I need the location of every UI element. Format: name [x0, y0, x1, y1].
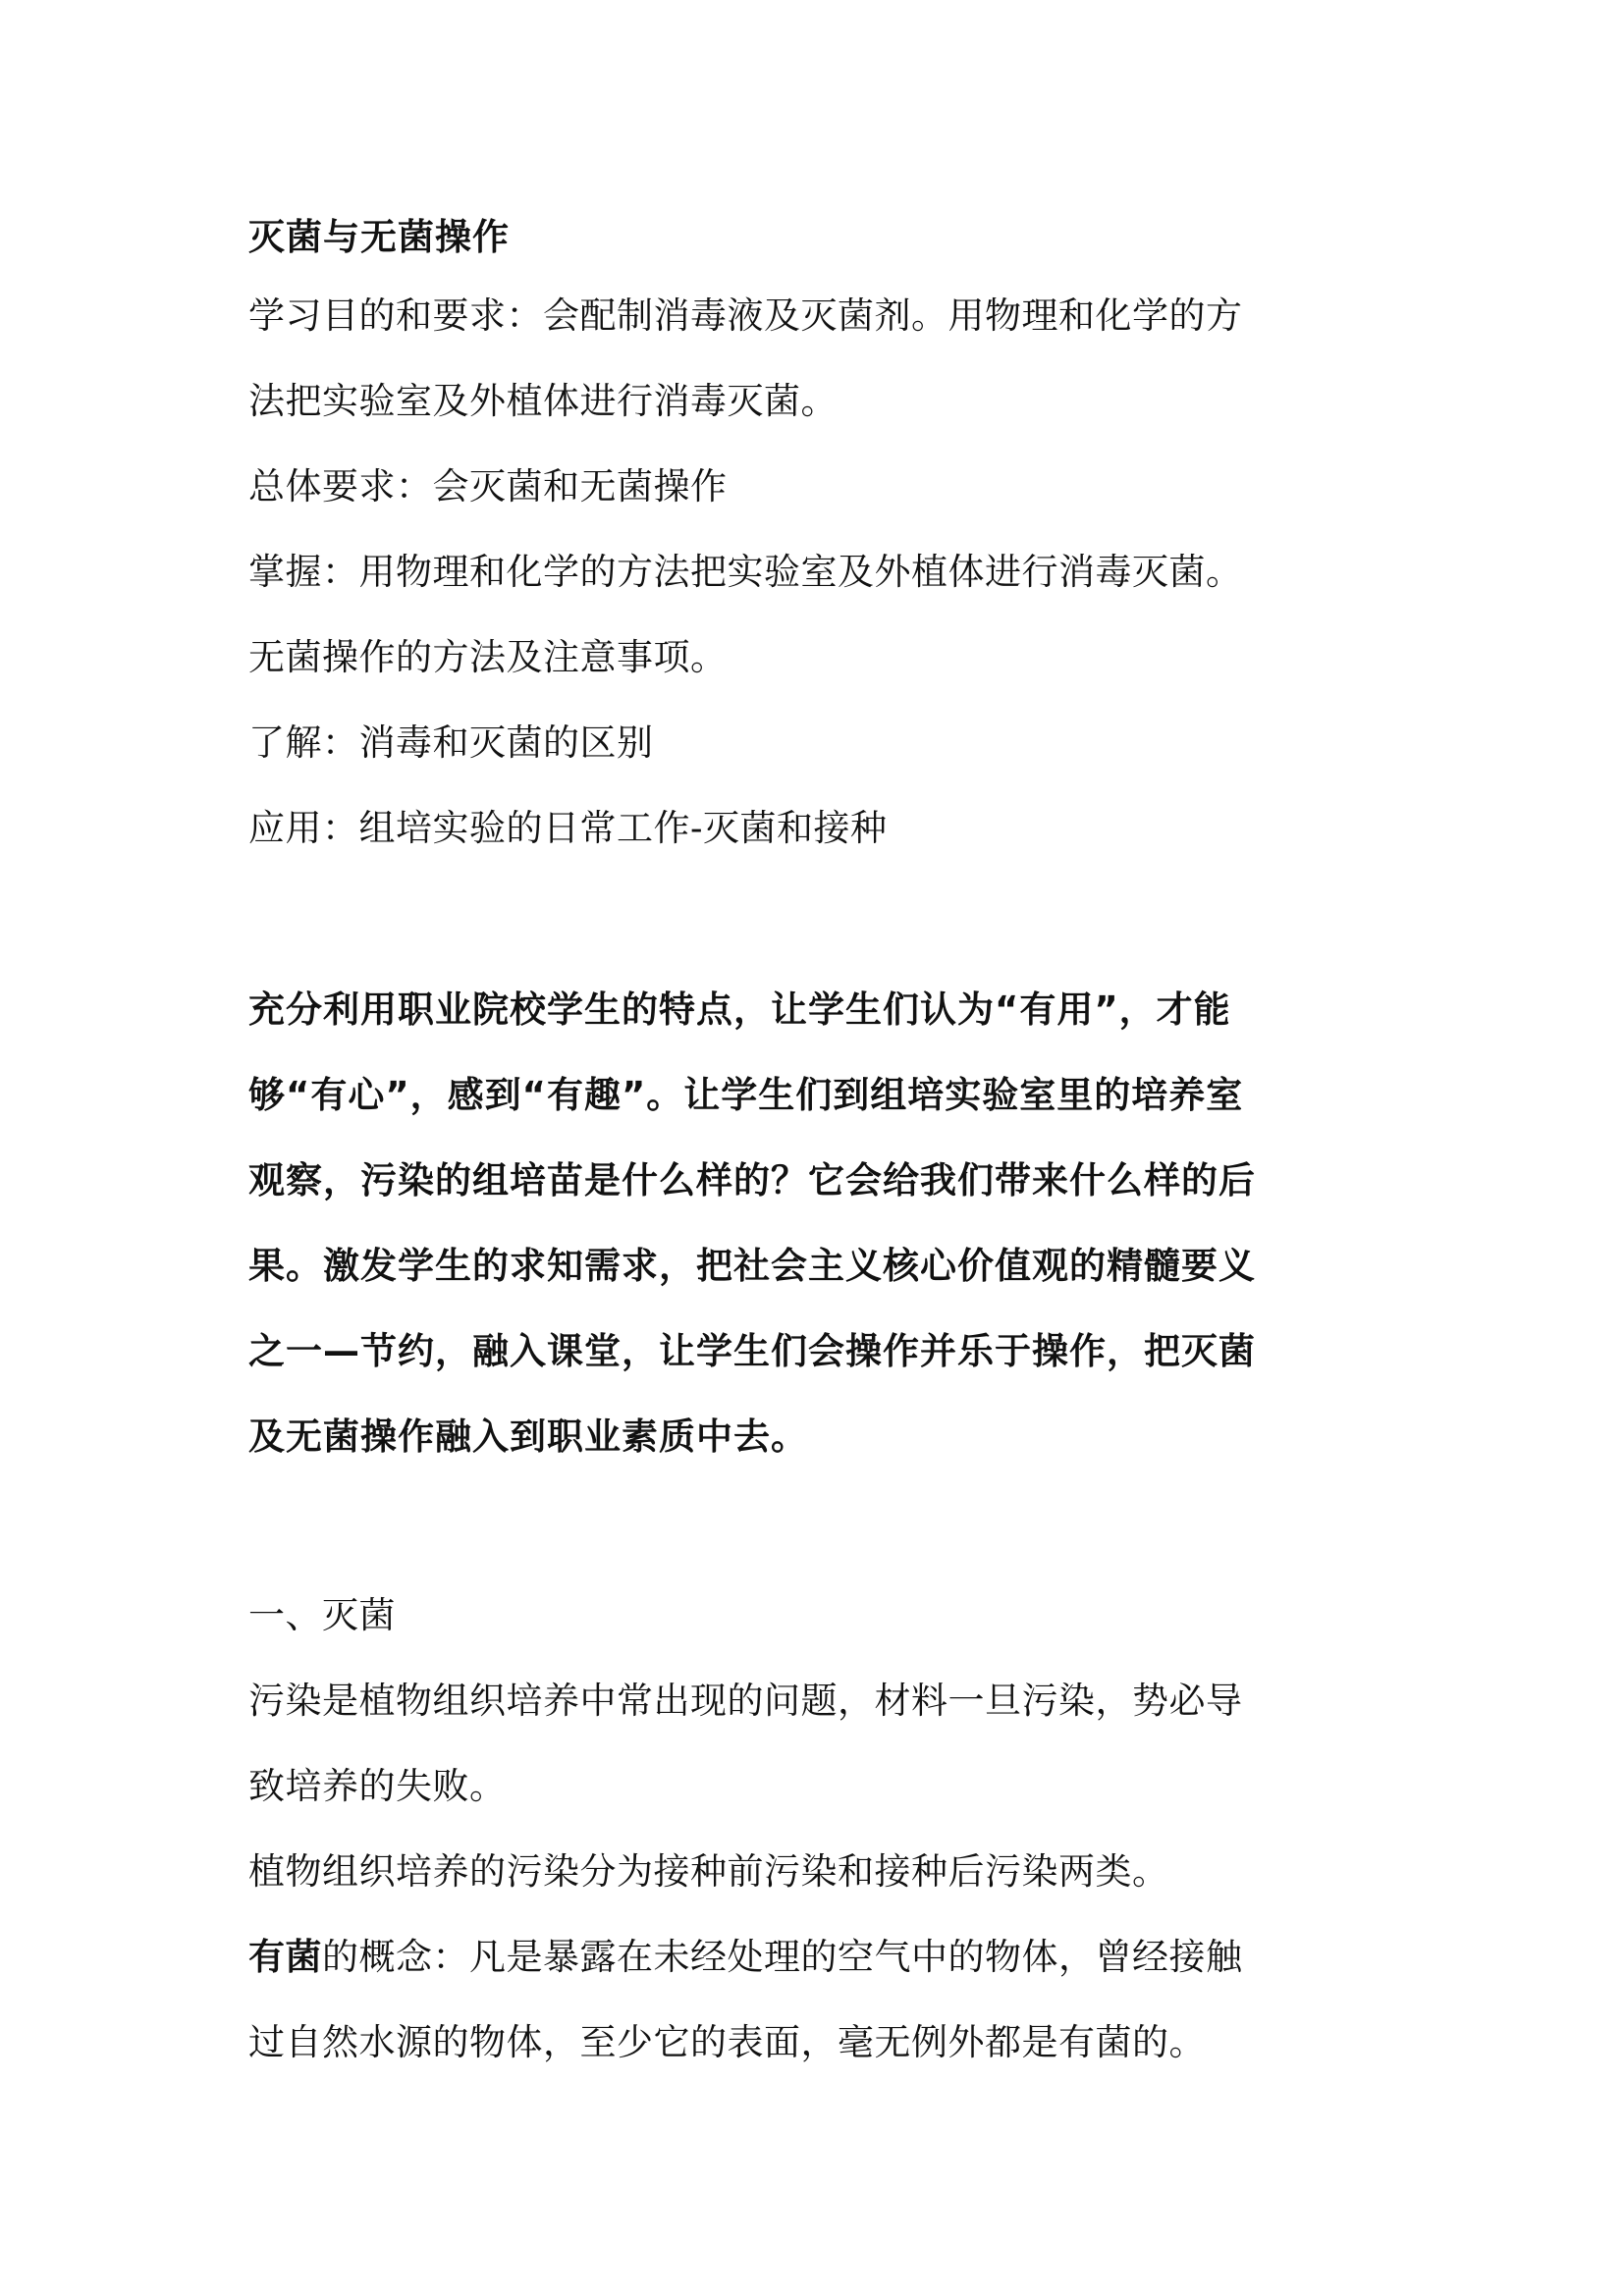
ideology-line-2: 够“有心”，感到“有趣”。让学生们到组培实验室里的培养室 — [248, 1074, 1244, 1116]
overall-requirement: 总体要求：会灭菌和无菌操作 — [248, 465, 728, 507]
understand-line: 了解：消毒和灭菌的区别 — [248, 721, 654, 764]
definition-text: 的概念：凡是暴露在未经处理的空气中的物体，曾经接触 — [322, 1936, 1243, 1978]
ideology-line-6: 及无菌操作融入到职业素质中去。 — [248, 1415, 808, 1458]
master-line-1: 掌握：用物理和化学的方法把实验室及外植体进行消毒灭菌。 — [248, 551, 1243, 593]
definition-line-2: 过自然水源的物体，至少它的表面，毫无例外都是有菌的。 — [248, 2021, 1206, 2063]
definition-term: 有菌 — [248, 1936, 322, 1978]
section-heading: 一、灭菌 — [248, 1594, 396, 1636]
master-line-2: 无菌操作的方法及注意事项。 — [248, 636, 728, 678]
ideology-line-5: 之一—节约，融入课堂，让学生们会操作并乐于操作，把灭菌 — [248, 1330, 1256, 1372]
definition-line-1 — [248, 1934, 1368, 1981]
ideology-line-3: 观察，污染的组培苗是什么样的？它会给我们带来什么样的后 — [248, 1159, 1256, 1201]
ideology-line-1: 充分利用职业院校学生的特点，让学生们认为“有用”，才能 — [248, 988, 1231, 1031]
contamination-types: 植物组织培养的污染分为接种前污染和接种后污染两类。 — [248, 1850, 1169, 1893]
ideology-line-4: 果。激发学生的求知需求，把社会主义核心价值观的精髓要义 — [248, 1245, 1256, 1287]
objectives-line-2: 法把实验室及外植体进行消毒灭菌。 — [248, 380, 838, 422]
document-title: 灭菌与无菌操作 — [248, 216, 510, 258]
objectives-line-1: 学习目的和要求：会配制消毒液及灭菌剂。用物理和化学的方 — [248, 294, 1243, 337]
contamination-line-2: 致培养的失败。 — [248, 1765, 507, 1807]
apply-line: 应用：组培实验的日常工作-灭菌和接种 — [248, 807, 888, 849]
contamination-line-1: 污染是植物组织培养中常出现的问题，材料一旦污染，势必导 — [248, 1680, 1243, 1722]
